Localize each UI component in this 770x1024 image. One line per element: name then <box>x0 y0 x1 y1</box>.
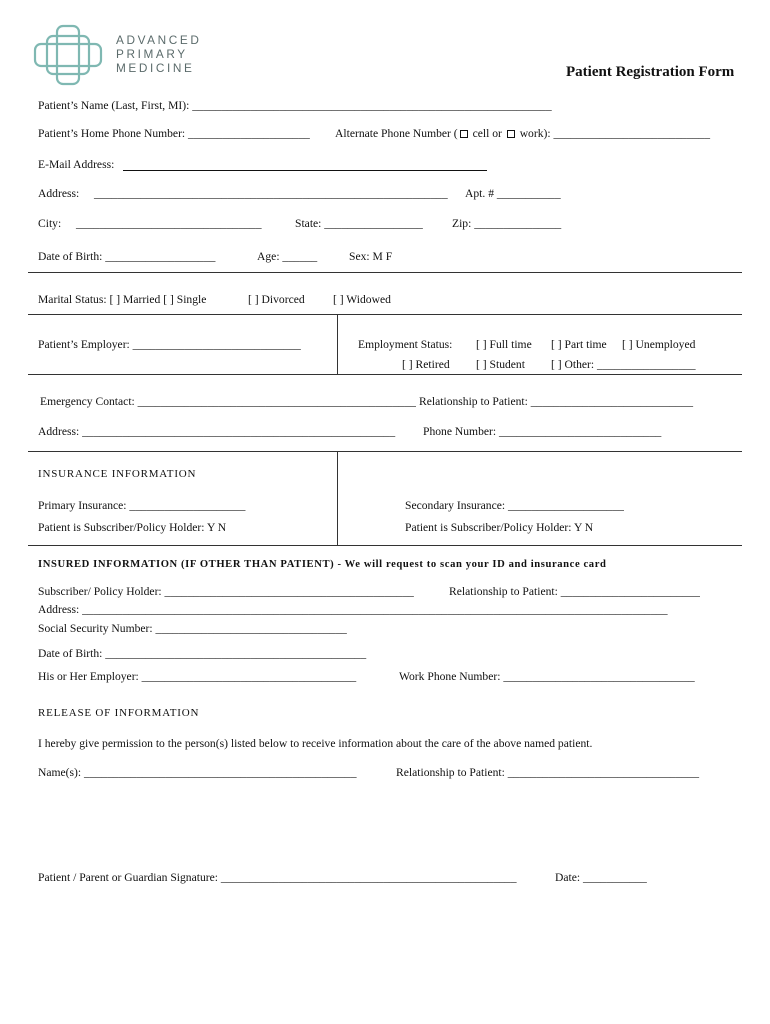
logo-line-1: ADVANCED <box>116 33 202 47</box>
emergency-phone-field[interactable]: Phone Number: ____________________________ <box>423 425 662 438</box>
insured-employer-field[interactable]: His or Her Employer: _____________________________________ <box>38 670 357 683</box>
other-option[interactable]: [ ] Other: _________________ <box>551 358 696 371</box>
work-phone-field[interactable]: Work Phone Number: _________________________________ <box>399 670 695 683</box>
employer-field[interactable]: Patient’s Employer: _____________________________ <box>38 338 301 351</box>
secondary-insurance-field[interactable]: Secondary Insurance: ____________________ <box>405 499 624 512</box>
patient-name-field[interactable]: Patient’s Name (Last, First, MI): ______________________________________________________________ <box>38 99 552 112</box>
medical-cross-logo-icon <box>33 24 105 86</box>
logo-line-3: MEDICINE <box>116 61 195 75</box>
signature-field[interactable]: Patient / Parent or Guardian Signature: ___________________________________________________ <box>38 871 517 884</box>
divider <box>28 545 742 546</box>
work-checkbox[interactable] <box>507 130 515 138</box>
alternate-phone-field[interactable] <box>335 127 710 141</box>
primary-subscriber-field[interactable]: Patient is Subscriber/Policy Holder: Y N <box>38 521 227 534</box>
work-label: work): ___________________________ <box>519 127 711 140</box>
primary-insurance-field[interactable]: Primary Insurance: ____________________ <box>38 499 246 512</box>
logo-text <box>116 33 201 75</box>
release-statement: I hereby give permission to the person(s) listed below to receive information about the care of the above named patient. <box>38 737 593 750</box>
divider <box>28 451 742 452</box>
emergency-relationship-field[interactable]: Relationship to Patient: ____________________________ <box>419 395 694 408</box>
part-time-option[interactable]: [ ] Part time <box>551 338 607 351</box>
widowed-option[interactable]: [ ] Widowed <box>333 293 391 306</box>
apt-field[interactable]: Apt. # ___________ <box>465 187 561 200</box>
cell-checkbox[interactable] <box>460 130 468 138</box>
release-heading: RELEASE OF INFORMATION <box>38 707 200 719</box>
alternate-phone-label: Alternate Phone Number ( <box>335 127 458 140</box>
vertical-divider <box>337 451 338 545</box>
insured-heading: INSURED INFORMATION (IF OTHER THAN PATIENT) - We will request to scan your ID and insurance card <box>38 559 607 570</box>
dob-field[interactable]: Date of Birth: ___________________ <box>38 250 216 263</box>
insurance-heading: INSURANCE INFORMATION <box>38 468 197 480</box>
city-label: City: <box>38 217 62 230</box>
divorced-option[interactable]: [ ] Divorced <box>248 293 305 306</box>
retired-option[interactable]: [ ] Retired <box>402 358 450 371</box>
form-title: Patient Registration Form <box>566 64 735 80</box>
address-label: Address: <box>38 187 80 200</box>
city-field[interactable]: ________________________________ <box>76 217 262 230</box>
cell-label: cell or <box>472 127 502 140</box>
unemployed-option[interactable]: [ ] Unemployed <box>622 338 696 351</box>
home-phone-field[interactable]: Patient’s Home Phone Number: _____________________ <box>38 127 310 140</box>
sex-field[interactable]: Sex: M F <box>349 250 393 263</box>
logo-line-2: PRIMARY <box>116 47 188 61</box>
secondary-subscriber-field[interactable]: Patient is Subscriber/Policy Holder: Y N <box>405 521 594 534</box>
full-time-option[interactable]: [ ] Full time <box>476 338 532 351</box>
insured-dob-field[interactable]: Date of Birth: _____________________________________________ <box>38 647 367 660</box>
address-field[interactable]: _____________________________________________________________ <box>94 187 448 200</box>
state-field[interactable]: State: _________________ <box>295 217 423 230</box>
policy-holder-field[interactable]: Subscriber/ Policy Holder: ___________________________________________ <box>38 585 414 598</box>
vertical-divider <box>337 314 338 374</box>
age-field[interactable]: Age: ______ <box>257 250 318 263</box>
email-label: E-Mail Address: <box>38 158 115 171</box>
marital-status-field[interactable]: Marital Status: [ ] Married [ ] Single <box>38 293 207 306</box>
release-relationship-field[interactable]: Relationship to Patient: _________________________________ <box>396 766 700 779</box>
insured-relationship-field[interactable]: Relationship to Patient: ________________________ <box>449 585 700 598</box>
divider <box>28 272 742 273</box>
divider <box>28 314 742 315</box>
divider <box>28 374 742 375</box>
email-input-line[interactable] <box>123 170 487 171</box>
ssn-field[interactable]: Social Security Number: _________________________________ <box>38 622 347 635</box>
emergency-address-field[interactable]: Address: ______________________________________________________ <box>38 425 396 438</box>
release-names-field[interactable]: Name(s): _______________________________________________ <box>38 766 357 779</box>
employment-status-label: Employment Status: <box>358 338 453 351</box>
student-option[interactable]: [ ] Student <box>476 358 525 371</box>
zip-field[interactable]: Zip: _______________ <box>452 217 562 230</box>
date-field[interactable]: Date: ___________ <box>555 871 647 884</box>
emergency-contact-field[interactable]: Emergency Contact: ________________________________________________ <box>40 395 416 408</box>
insured-address-field[interactable]: Address: _____________________________________________________________________________________________________ <box>38 603 668 616</box>
